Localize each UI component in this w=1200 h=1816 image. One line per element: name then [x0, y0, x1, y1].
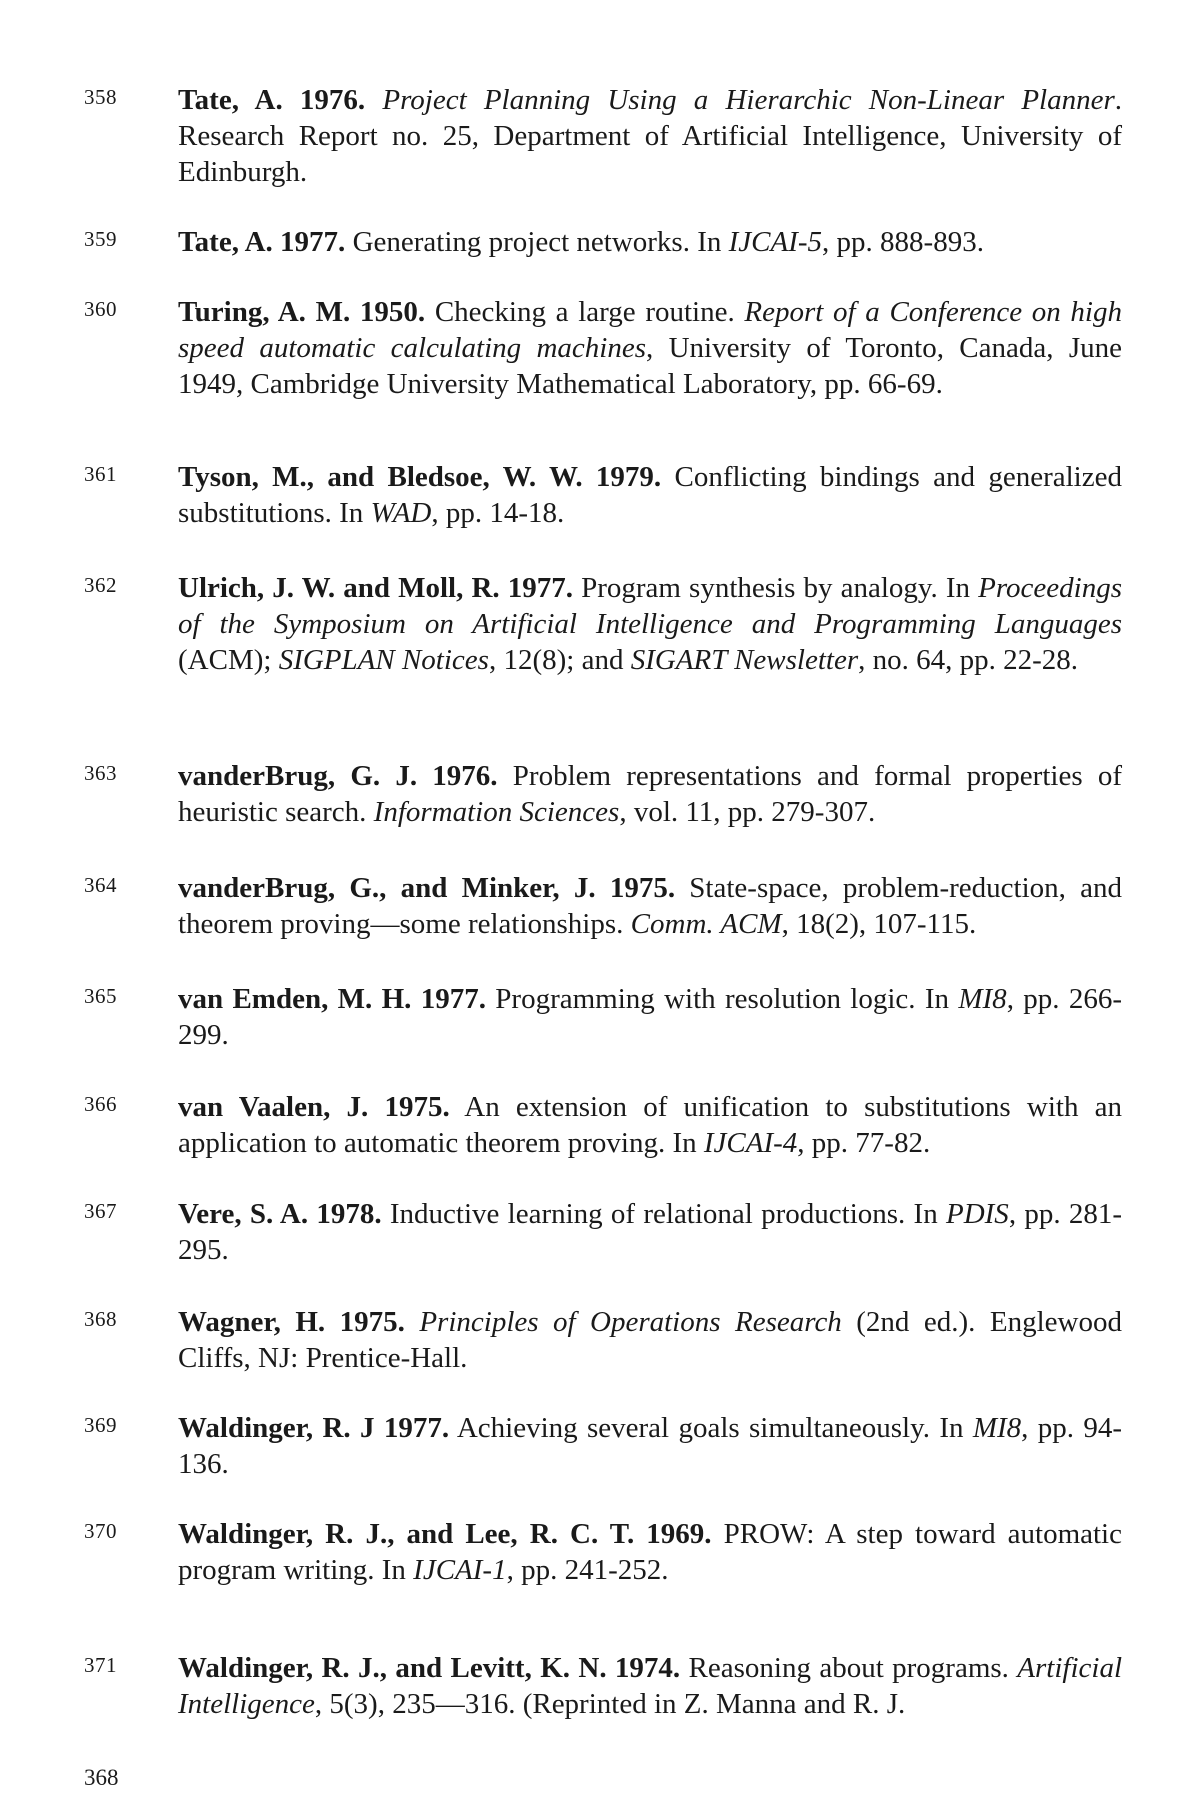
reference-text [178, 981, 1122, 1053]
reference-segment: , no. 64, pp. 22-28. [858, 644, 1078, 676]
reference-segment: Achieving several goals simultaneously. In [449, 1412, 973, 1444]
reference-title: MI8 [973, 1412, 1021, 1444]
reference-segment: , 18(2), 107-115. [782, 908, 977, 940]
reference-title: Report of a Conference on high speed automatic calculating machines [178, 296, 1122, 364]
reference-authors: Vere, S. A. 1978. [178, 1198, 382, 1230]
reference-segment: , vol. 11, pp. 279-307. [619, 796, 875, 828]
reference-title: IJCAI-4 [704, 1127, 797, 1159]
reference-371 [84, 1650, 1124, 1722]
reference-366 [84, 1089, 1124, 1161]
reference-authors: Tate, A. 1976. [178, 84, 365, 116]
reference-segment: , pp. 281-295. [178, 1198, 1122, 1266]
reference-text [178, 1196, 1122, 1268]
reference-359 [84, 224, 1124, 260]
reference-text [178, 1650, 1122, 1722]
reference-segment: , pp. 14-18. [431, 497, 564, 529]
reference-segment: Generating project networks. In [345, 226, 728, 258]
reference-368 [84, 1304, 1124, 1376]
reference-segment: Reasoning about programs. [680, 1652, 1017, 1684]
reference-title: IJCAI-1 [413, 1554, 506, 1586]
reference-text [178, 870, 1122, 942]
reference-authors: Waldinger, R. J., and Lee, R. C. T. 1969. [178, 1518, 712, 1550]
reference-segment: An extension of unification to substitutions with an application to automatic theorem proving. In [178, 1091, 1122, 1159]
reference-title: Information Sciences [374, 796, 620, 828]
reference-title: Project Planning Using a Hierarchic Non-Linear Planner [382, 84, 1114, 116]
reference-text [178, 224, 1122, 260]
reference-authors: van Emden, M. H. 1977. [178, 983, 486, 1015]
reference-authors: Waldinger, R. J., and Levitt, K. N. 1974. [178, 1652, 680, 1684]
reference-segment: Inductive learning of relational productions. In [382, 1198, 946, 1230]
reference-number: 358 [84, 85, 117, 110]
reference-segment: PROW: A step toward automatic program writing. In [178, 1518, 1122, 1586]
reference-segment: (2nd ed.). Englewood Cliffs, NJ: Prentice-Hall. [178, 1306, 1122, 1374]
reference-title: Proceedings of the Symposium on Artificial Intelligence and Programming Languages [178, 572, 1122, 640]
reference-segment: , University of Toronto, Canada, June 1949, Cambridge University Mathematical Laboratory, pp. 66-69. [178, 332, 1122, 400]
reference-number: 371 [84, 1653, 117, 1678]
reference-segment: Problem representations and formal properties of heuristic search. [178, 760, 1122, 828]
reference-segment: , pp. 266-299. [178, 983, 1122, 1051]
reference-number: 362 [84, 573, 117, 598]
reference-text [178, 570, 1122, 678]
reference-segment: , pp. 241-252. [507, 1554, 669, 1586]
reference-369 [84, 1410, 1124, 1482]
reference-authors: Waldinger, R. J 1977. [178, 1412, 449, 1444]
reference-segment: Programming with resolution logic. In [486, 983, 958, 1015]
reference-authors: Ulrich, J. W. and Moll, R. 1977. [178, 572, 573, 604]
reference-segment: , pp. 77-82. [797, 1127, 930, 1159]
reference-segment: , 12(8); and [489, 644, 631, 676]
reference-authors: Tate, A. 1977. [178, 226, 345, 258]
reference-segment: (ACM); [178, 644, 279, 676]
reference-370 [84, 1516, 1124, 1588]
reference-number: 359 [84, 227, 117, 252]
reference-segment: Program synthesis by analogy. In [573, 572, 978, 604]
reference-segment: State-space, problem-reduction, and theorem proving—some relationships. [178, 872, 1122, 940]
reference-362 [84, 570, 1124, 678]
book-page [0, 0, 1200, 1816]
reference-title: MI8 [958, 983, 1006, 1015]
reference-authors: Turing, A. M. 1950. [178, 296, 425, 328]
reference-authors: van Vaalen, J. 1975. [178, 1091, 450, 1123]
reference-title: Artificial Intelligence [178, 1652, 1122, 1720]
reference-number: 366 [84, 1092, 117, 1117]
page-number: 368 [84, 1765, 119, 1791]
reference-367 [84, 1196, 1124, 1268]
reference-text [178, 1304, 1122, 1376]
reference-number: 369 [84, 1413, 117, 1438]
reference-segment: , pp. 94-136. [178, 1412, 1122, 1480]
reference-number: 367 [84, 1199, 117, 1224]
reference-358 [84, 82, 1124, 190]
reference-360 [84, 294, 1124, 402]
reference-title: IJCAI-5 [729, 226, 822, 258]
reference-text [178, 758, 1122, 830]
reference-text [178, 1089, 1122, 1161]
reference-363 [84, 758, 1124, 830]
reference-number: 365 [84, 984, 117, 1009]
reference-text [178, 82, 1122, 190]
reference-segment: , pp. 888-893. [822, 226, 984, 258]
reference-title: Principles of Operations Research [419, 1306, 841, 1338]
reference-text [178, 294, 1122, 402]
reference-361 [84, 459, 1124, 531]
reference-title: SIGART Newsletter [631, 644, 858, 676]
reference-number: 360 [84, 297, 117, 322]
reference-segment: Checking a large routine. [425, 296, 744, 328]
reference-365 [84, 981, 1124, 1053]
reference-title: SIGPLAN Notices [279, 644, 489, 676]
reference-authors: Wagner, H. 1975. [178, 1306, 405, 1338]
reference-segment: Conflicting bindings and generalized substitutions. In [178, 461, 1122, 529]
reference-authors: vanderBrug, G., and Minker, J. 1975. [178, 872, 675, 904]
reference-364 [84, 870, 1124, 942]
reference-number: 363 [84, 761, 117, 786]
reference-segment: . Research Report no. 25, Department of Artificial Intelligence, University of Edinburgh. [178, 84, 1122, 188]
reference-number: 364 [84, 873, 117, 898]
reference-title: Comm. ACM [631, 908, 782, 940]
reference-number: 370 [84, 1519, 117, 1544]
reference-text [178, 1410, 1122, 1482]
reference-title: PDIS [946, 1198, 1009, 1230]
reference-title: WAD [371, 497, 432, 529]
reference-segment [405, 1306, 419, 1338]
reference-authors: vanderBrug, G. J. 1976. [178, 760, 498, 792]
reference-text [178, 459, 1122, 531]
reference-number: 368 [84, 1307, 117, 1332]
reference-segment [365, 84, 382, 116]
reference-authors: Tyson, M., and Bledsoe, W. W. 1979. [178, 461, 661, 493]
reference-number: 361 [84, 462, 117, 487]
reference-text [178, 1516, 1122, 1588]
reference-segment: , 5(3), 235—316. (Reprinted in Z. Manna and R. J. [315, 1688, 905, 1720]
